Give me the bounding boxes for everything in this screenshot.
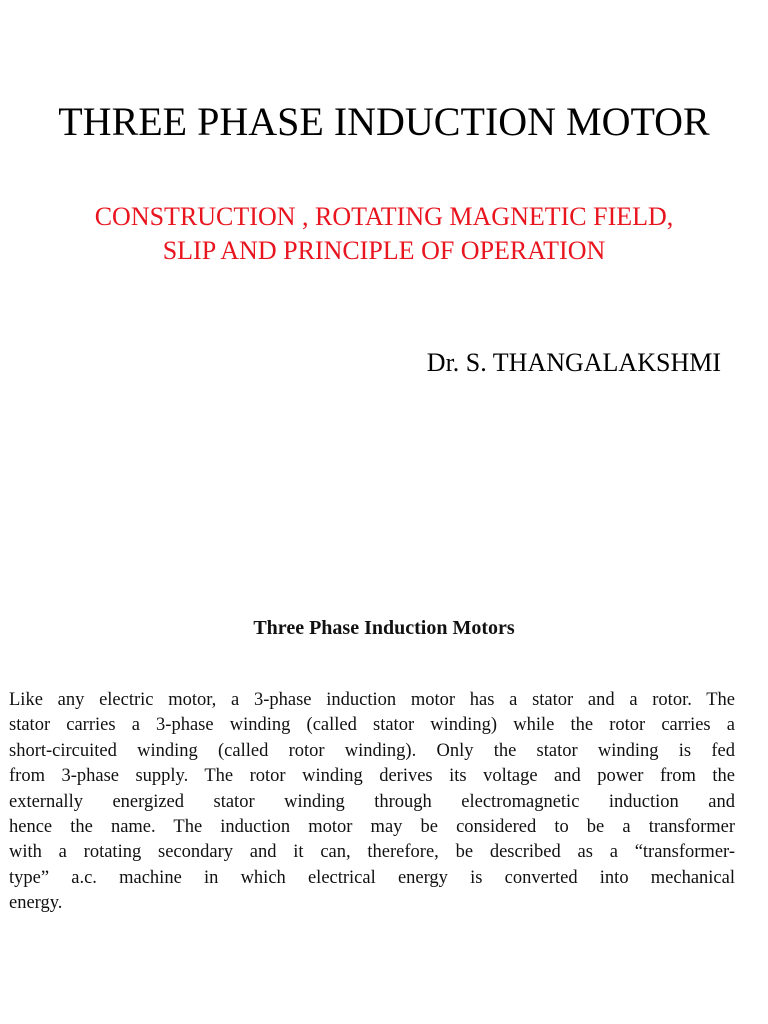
paragraph-line: type” a.c. machine in which electrical energy is converted into mechanical <box>9 867 735 888</box>
section-heading: Three Phase Induction Motors <box>253 617 515 639</box>
paragraph-line: Like any electric motor, a 3-phase induction motor has a stator and a rotor. The <box>9 690 735 710</box>
paragraph-line: short-circuited winding (called rotor winding). Only the stator winding is fed <box>9 740 735 761</box>
subtitle-line: CONSTRUCTION , ROTATING MAGNETIC FIELD, <box>94 202 674 231</box>
author-name: Dr. S. THANGALAKSHMI <box>426 348 721 377</box>
paragraph-line: stator carries a 3-phase winding (called stator winding) while the rotor carries a <box>9 715 735 736</box>
paragraph-line: hence the name. The induction motor may be considered to be a transformer <box>9 817 735 838</box>
subtitle-line: SLIP AND PRINCIPLE OF OPERATION <box>162 236 606 265</box>
subtitle <box>0 200 768 268</box>
paragraph-line: from 3-phase supply. The rotor winding derives its voltage and power from the <box>9 766 735 787</box>
body-paragraph <box>9 688 735 916</box>
paragraph-line: energy. <box>9 893 63 914</box>
paragraph-line: externally energized stator winding through electromagnetic induction and <box>9 791 735 812</box>
page-title: THREE PHASE INDUCTION MOTOR <box>58 99 710 144</box>
paragraph-line: with a rotating secondary and it can, therefore, be described as a “transformer- <box>9 842 735 863</box>
